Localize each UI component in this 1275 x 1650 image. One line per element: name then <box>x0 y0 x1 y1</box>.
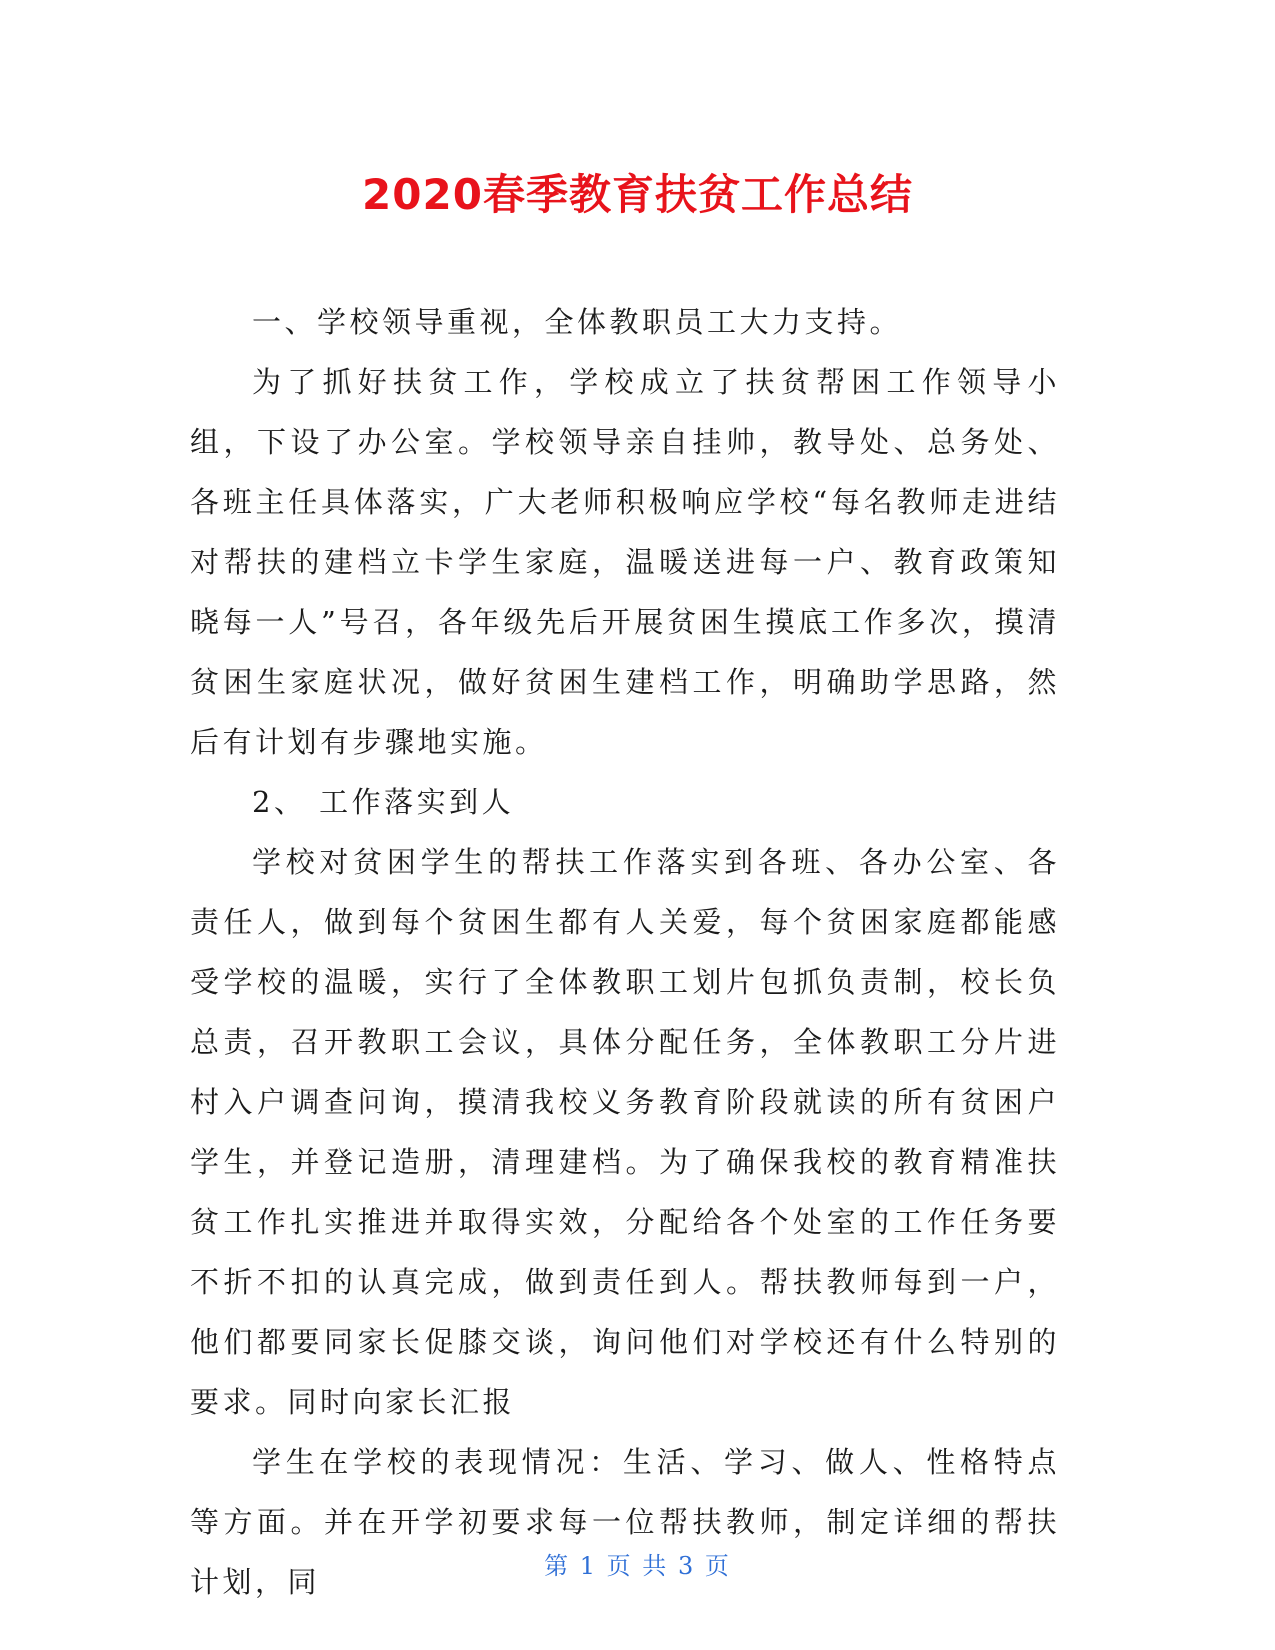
section-heading: 2、 工作落实到人 <box>252 785 515 819</box>
paragraph: 一、学校领导重视，全体教职员工大力支持。 <box>252 305 903 339</box>
paragraph: 学生在学校的表现情况：生活、学习、做人、性格特点等方面。并在开学初要求每一位帮扶教师，制定详细的帮扶计划，同 <box>190 1445 1060 1599</box>
document-body <box>190 292 1060 1612</box>
document-title: 2020春季教育扶贫工作总结 <box>362 170 913 219</box>
page-number-footer: 第 1 页 共 3 页 <box>544 1552 731 1580</box>
paragraph: 学校对贫困学生的帮扶工作落实到各班、各办公室、各责任人，做到每个贫困生都有人关爱，每个贫困家庭都能感受学校的温暖，实行了全体教职工划片包抓负责制，校长负总责，召开教职工会议，具体分配任务，全体教职工分片进村入户调查问询，摸清我校义务教育阶段就读的所有贫困户学生，并登记造册，清理建档。为了确保我校的教育精准扶贫工作扎实推进并取得实效，分配给各个处室的工作任务要不折不扣的认真完成，做到责任到人。帮扶教师每到一户，他们都要同家长促膝交谈，询问他们对学校还有什么特别的要求。同时向家长汇报 <box>190 845 1060 1419</box>
paragraph: 为了抓好扶贫工作，学校成立了扶贫帮困工作领导小组，下设了办公室。学校领导亲自挂帅，教导处、总务处、各班主任具体落实，广大老师积极响应学校“每名教师走进结对帮扶的建档立卡学生家庭，温暖送进每一户、教育政策知晓每一人”号召，各年级先后开展贫困生摸底工作多次，摸清贫困生家庭状况，做好贫困生建档工作，明确助学思路，然后有计划有步骤地实施。 <box>190 365 1060 759</box>
